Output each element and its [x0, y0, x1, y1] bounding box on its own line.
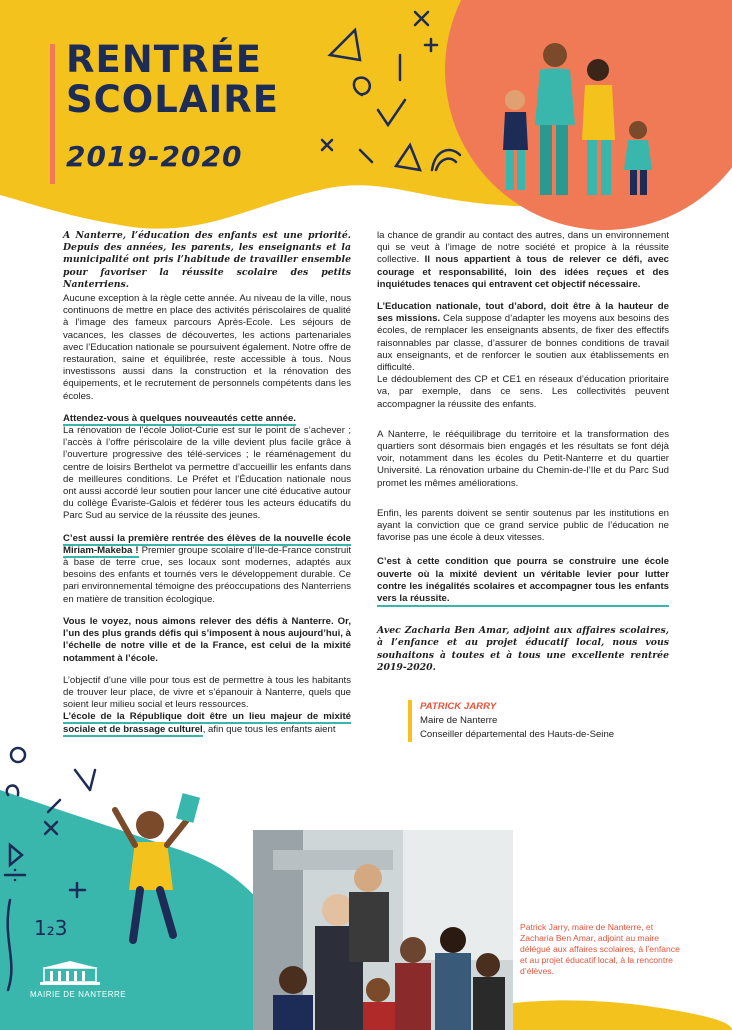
- paragraph: Aucune exception à la règle cette année. Au niveau de la ville, nous continuons de mettre en place des activités périscolaires de qualité à l’image des fameux parcours Après-Ecole. Les séjours de vacances, les classes de découvertes, les actions partenariales avec l’Education nationale se poursuivent également. Notre offre de restauration, saine et équilibrée, reste accessible à tous. Nous investissons aussi dans la construction et la rénovation des équipements, et le recrutement de personnels compétents dans les écoles.: [63, 293, 351, 402]
- signatory-role: Maire de Nanterre: [420, 715, 498, 726]
- highlight-text: C’est aussi la première rentrée des élèves de la nouvelle école Miriam-Makeba !: [63, 532, 351, 556]
- intro-paragraph: A Nanterre, l’éducation des enfants est une priorité. Depuis des années, les parents, les enseignants et la municipalité ont pris l’habitude de travailler ensemble pour favoriser la réussite scolaire des petits Nanterriens.: [63, 230, 351, 290]
- paragraph-text: L’objectif d’une ville pour tous est de permettre à tous les habitants de trouver leur place, de vivre et s’épanouir à Nanterre, quels que soient leur milieu social et leurs ressources.: [63, 674, 351, 711]
- photo: [253, 830, 513, 1030]
- jumping-kid-illustration: [95, 780, 215, 960]
- highlight-text: L’école de la République doit être un lieu majeur de mixité sociale et de brassage culturel: [63, 711, 351, 735]
- bold-text: L’Education nationale, tout d’abord, doit être à la hauteur de ses missions.: [377, 301, 669, 325]
- signature-block: [408, 700, 614, 742]
- math-doodle: 1₂3: [34, 916, 68, 940]
- family-illustration: [480, 30, 680, 205]
- paragraph-text: , afin que tous les enfants aient: [202, 723, 336, 735]
- paragraph: [63, 533, 351, 606]
- paragraph: Enfin, les parents doivent se sentir soutenus par les institutions en ayant la conviction que ce grand service public de l’éducation ne favorise pas une école à deux vitesses.: [377, 507, 669, 544]
- paragraph-text: la chance de grandir au contact des autres, dans un environnement qui se veut à l’image de notre société et propice à la réussite collective.: [377, 230, 669, 266]
- highlight-text: Attendez-vous à quelques nouveautés cette année.: [63, 412, 296, 424]
- title-line-2: SCOLAIRE: [66, 78, 279, 121]
- paragraph: [377, 230, 669, 291]
- mairie-logo: [40, 960, 100, 988]
- logo-text: MAIRIE DE NANTERRE: [30, 990, 127, 999]
- paragraph-text: Le dédoublement des CP et CE1 en réseaux d’éducation prioritaire va, par exemple, dans ce sens. Les collectivités peuvent accompagner la réussite des enfants.: [377, 374, 669, 410]
- signatory-name: PATRICK JARRY: [420, 701, 497, 712]
- title-line-1: RENTRÉE: [66, 38, 263, 81]
- page-title: [66, 40, 279, 120]
- school-year: 2019-2020: [66, 140, 243, 173]
- paragraph: [63, 675, 351, 736]
- right-column: [377, 230, 669, 684]
- bold-text: Il nous appartient à tous de relever ce défi, avec courage et responsabilité, loin des idées reçues et des inquiétudes tenaces qui entravent cet objectif nécessaire.: [377, 254, 669, 290]
- paragraph: [377, 301, 669, 411]
- bold-paragraph: Vous le voyez, nous aimons relever des défis à Nanterre. Or, l’un des plus grands défis qui s’imposent à nous aujourd’hui, à l’échelle de notre ville et de la France, est celui de la mixité notamment à l’école.: [63, 615, 351, 664]
- highlight-paragraph: C’est à cette condition que pourra se construire une école ouverte où la mixité devient un véritable levier pour lutter contre les inégalités scolaires et accompagner tous les enfants vers la réussite.: [377, 556, 669, 607]
- title-accent-bar: [50, 44, 55, 184]
- left-column: [63, 230, 351, 746]
- photo-image: [253, 830, 513, 1030]
- paragraph: A Nanterre, le rééquilibrage du territoire et la transformation des quartiers sont désormais bien engagés et les résultats se font déjà voir, notamment dans les écoles du Petit-Nanterre et du quartier Université. La rénovation urbaine du Chemin-de-l’Ile et du Parc Sud promet les mêmes améliorations.: [377, 428, 669, 489]
- paragraph-text: La rénovation de l’école Joliot-Curie est sur le point de s’achever ; l’accès à l’offre périscolaire de la ville devient plus facile grâce à l’ouverture progressive des télé-services ; le réaménagement du centre de loisirs Berthelot va permettre d’accueillir les enfants dans de meilleures conditions. Le Préfet et l’Éducation nationale nous ont aussi accordé leur soutien pour lancer une cité éducative autour du collège Évariste-Galois et fédérer tous les acteurs éducatifs du Parc Sud au service de la réussite des jeunes.: [63, 425, 351, 522]
- paragraph: [63, 413, 351, 523]
- closing-paragraph: Avec Zacharia Ben Amar, adjoint aux affaires scolaires, à l’enfance et au projet éducatif local, nous vous souhaitons à toutes et à tous une excellente rentrée 2019-2020.: [377, 625, 669, 673]
- photo-caption: Patrick Jarry, maire de Nanterre, et Zacharia Ben Amar, adjoint au maire délégué aux affaires scolaires, à l’enfance et au projet éducatif local, à la rencontre d’élèves.: [520, 922, 680, 976]
- paragraph-text: Cela suppose d’adapter les moyens aux besoins des écoles, de remplacer les enseignants absents, de fixer des effectifs raisonnables par classe, d’assurer de bonnes conditions de travail aux enseignants, et de renforcer le soutien aux établissements en difficulté.: [377, 313, 669, 374]
- paragraph-text: Premier groupe scolaire d’Ile-de-France construit à base de terre crue, ses locaux sont modernes, adaptés aux besoins des enfants et tournés vers le développement durable. Ce pari environnemental témoigne des préoccupations des Nanterriens en matière de transition écologique.: [63, 544, 352, 605]
- signatory-role: Conseiller départemental des Hauts-de-Seine: [420, 729, 615, 740]
